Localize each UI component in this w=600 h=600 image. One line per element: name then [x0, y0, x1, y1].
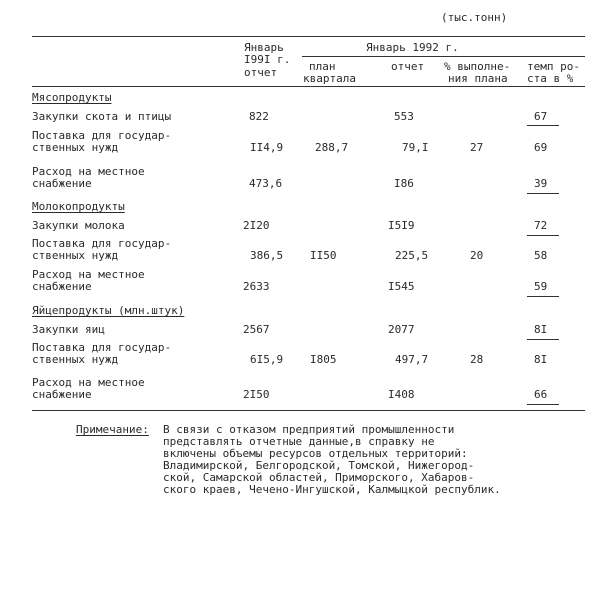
header-pct-2: ния плана — [448, 72, 508, 85]
cell-jan1991: 6I5,9 — [250, 353, 284, 366]
growth-underline — [527, 339, 559, 340]
cell-growth: 8I — [534, 323, 548, 336]
cell-growth: 69 — [534, 141, 548, 154]
growth-underline — [527, 193, 559, 194]
note-line: В связи с отказом предприятий промышленности — [163, 423, 455, 436]
note-line: Владимирской, Белгородской, Томской, Нижегород- — [163, 459, 475, 472]
row-label: Расход на местное — [32, 165, 145, 178]
row-label: ственных нужд — [32, 353, 119, 366]
cell-growth: 59 — [534, 280, 548, 293]
cell-report: I408 — [388, 388, 415, 401]
table-top-rule — [32, 36, 585, 37]
section-title-eggs: Яйцепродукты (млн.штук) — [32, 304, 185, 317]
growth-underline — [527, 125, 559, 126]
header-report: отчет — [391, 60, 425, 73]
cell-jan1991: 2633 — [243, 280, 270, 293]
note-line: ского краев, Чечено-Ингушской, Калмыцкой республик. — [163, 483, 501, 496]
header-growth-1: темп ро- — [527, 60, 580, 73]
cell-plan: 288,7 — [315, 141, 349, 154]
growth-underline — [527, 404, 559, 405]
row-label: Закупки яиц — [32, 323, 105, 336]
row-label: Расход на местное — [32, 268, 145, 281]
cell-pct: 28 — [470, 353, 484, 366]
note-line: представлять отчетные данные,в справку не — [163, 435, 435, 448]
row-label: ственных нужд — [32, 141, 119, 154]
header-jan1991-1: Январь — [244, 41, 284, 54]
cell-jan1991: 2567 — [243, 323, 270, 336]
row-label: Поставка для государ- — [32, 129, 172, 142]
header-jan1991-2: I99I г. — [244, 53, 291, 66]
header-plan-2: квартала — [303, 72, 356, 85]
header-pct-1: % выполне- — [444, 60, 511, 73]
growth-underline — [527, 296, 559, 297]
note-line: ской, Самарской областей, Приморского, Хабаров- — [163, 471, 475, 484]
cell-report: 225,5 — [395, 249, 429, 262]
row-label: Закупки молока — [32, 219, 125, 232]
header-jan1992-rule — [302, 56, 585, 57]
growth-underline — [527, 235, 559, 236]
cell-plan: II50 — [310, 249, 337, 262]
cell-jan1991: 822 — [249, 110, 269, 123]
note-label: Примечание: — [76, 423, 149, 436]
cell-growth: 39 — [534, 177, 548, 190]
header-jan1992: Январь 1992 г. — [366, 41, 459, 54]
cell-jan1991: II4,9 — [250, 141, 284, 154]
row-label: Поставка для государ- — [32, 341, 172, 354]
header-bottom-rule — [32, 86, 585, 87]
cell-report: I86 — [394, 177, 414, 190]
header-growth-2: ста в % — [527, 72, 574, 85]
row-label: Закупки скота и птицы — [32, 110, 172, 123]
cell-growth: 67 — [534, 110, 548, 123]
cell-report: 2077 — [388, 323, 415, 336]
row-label: снабжение — [32, 177, 92, 190]
cell-report: I545 — [388, 280, 415, 293]
header-jan1991-3: отчет — [244, 66, 278, 79]
cell-pct: 20 — [470, 249, 484, 262]
note-line: включены объемы ресурсов отдельных территорий: — [163, 447, 468, 460]
cell-growth: 8I — [534, 353, 548, 366]
row-label: ственных нужд — [32, 249, 119, 262]
cell-growth: 72 — [534, 219, 548, 232]
unit-label: (тыс.тонн) — [441, 11, 508, 24]
section-title-milk: Молокопродукты — [32, 200, 125, 213]
row-label: снабжение — [32, 388, 92, 401]
cell-report: 79,I — [402, 141, 429, 154]
cell-jan1991: 473,6 — [249, 177, 283, 190]
header-plan-1: план — [309, 60, 336, 73]
cell-report: 553 — [394, 110, 414, 123]
cell-jan1991: 386,5 — [250, 249, 284, 262]
section-title-meat: Мясопродукты — [32, 91, 112, 104]
cell-pct: 27 — [470, 141, 484, 154]
cell-report: I5I9 — [388, 219, 415, 232]
cell-jan1991: 2I50 — [243, 388, 270, 401]
table-bottom-rule — [32, 410, 585, 411]
cell-plan: I805 — [310, 353, 337, 366]
row-label: Расход на местное — [32, 376, 145, 389]
cell-report: 497,7 — [395, 353, 429, 366]
cell-jan1991: 2I20 — [243, 219, 270, 232]
row-label: снабжение — [32, 280, 92, 293]
row-label: Поставка для государ- — [32, 237, 172, 250]
cell-growth: 66 — [534, 388, 548, 401]
cell-growth: 58 — [534, 249, 548, 262]
